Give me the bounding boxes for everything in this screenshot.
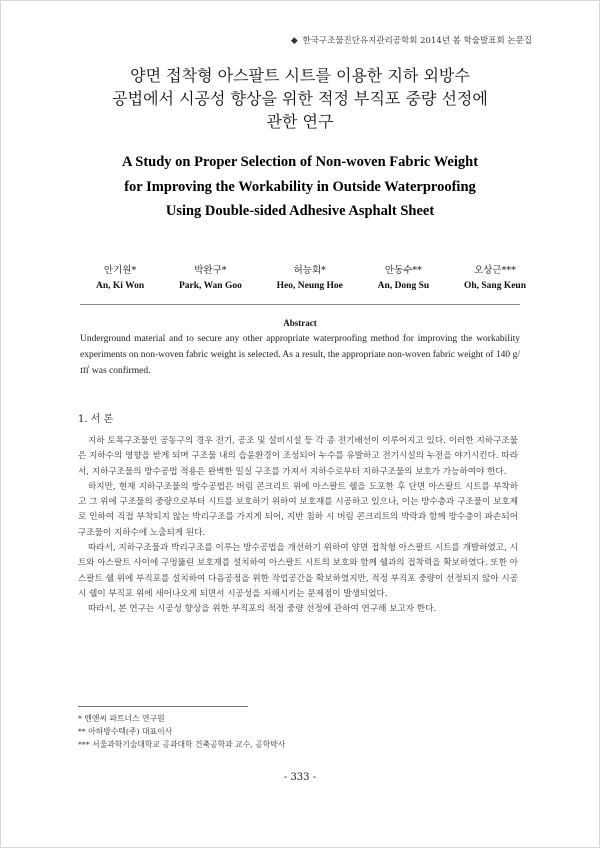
footnote: *** 서울과학기술대학교 공과대학 건축공학과 교수, 공학박사 [78,740,286,749]
english-title [60,150,540,224]
author-name-en: Oh, Sang Keun [463,281,526,291]
korean-title-line: 양면 접착형 아스팔트 시트를 이용한 지하 외방수 [130,66,470,85]
author [179,264,242,294]
author-name-en: An, Dong Su [377,281,430,291]
paragraph: 따라서, 지하구조물과 박리구조를 이루는 방수공법을 개선하기 위하여 양면 접착형 아스팔트 시트를 개발하였고, 시트와 아스팔트 사이에 구멍뚫린 보호재를 설치하여 아스팔트 시트의 보호와 함께 쉘과의 접착력을 확보하였다. 또한 아스팔트 쉘 위에 부직포를 설치하여 다음공정을 위한 작업공간을 확보하였지만, 적정 부직포 중량이 선정되지 않아 시공 시 쉘이 부직포 위에 새어나오게 되면서 시공성을 저해시키는 문제점이 발생되었다. [78,543,518,599]
page-number: - 333 - [283,772,317,783]
paragraph: 따라서, 본 연구는 시공성 향상을 위한 부직포의 적정 중량 선정에 관하여 연구해 보고자 한다. [88,604,437,615]
divider [80,304,520,305]
section-heading: 1. 서 론 [78,414,114,425]
footnotes [78,712,285,751]
abstract-heading: Abstract [283,318,317,328]
author-name-ko: 안동수** [384,265,422,276]
paragraph: 하지만, 현재 지하구조물의 방수공법은 버림 콘크리트 위에 아스팔트 쉘을 도포한 후 단면 아스팔트 시트를 부착하고 그 위에 구조물의 중량으로부터 시트를 보호하기 위하여 보호재를 시공하고 있으나, 이는 방수층과 구조물이 보호제로 인하여 직접 부착되지 않는 박리구조를 가지게 되어, 지반 침하 시 버림 콘크리트의 박락과 함께 방수층이 파손되어 구조물이 지하수에 노출되게 된다. [78,481,518,538]
english-title-line: A Study on Proper Selection of Non-woven Fabric Weight [121,154,479,170]
korean-title-line: 공법에서 시공성 향상을 위한 적정 부직포 중량 선정에 [112,89,488,108]
author-name-ko: 박완구* [194,265,227,276]
korean-title-line: 관한 연구 [266,112,334,131]
body-text [78,434,518,618]
korean-title [50,64,550,133]
author-name-ko: 오상근*** [474,265,516,276]
diamond-icon: ◆ [290,36,298,46]
footnote: ** 아하방수텍(주) 대표이사 [78,727,173,736]
footnote: * 엔앤씨 파트너스 연구원 [78,714,165,723]
paragraph: 지하 토목구조물인 공동구의 경우 전기, 공조 및 설비시설 등 각 종 전기배선이 이루어지고 있다. 이러한 지하구조물은 지하수의 영향을 받게 되며 구조물 내의 습윤환경이 조성되어 누수를 유발하고 전기시설의 누전을 야기시킨다. 따라서, 지하구조물의 방수공법 적용은 완벽한 밀실 구조를 가져서 지하수로부터 지하구조물의 보호가 가능하여야 한다. [78,436,518,477]
running-header [291,34,532,46]
author [277,264,343,294]
english-title-line: for Improving the Workability in Outside Waterproofing [124,178,476,195]
author [96,264,144,294]
abstract-text: Underground material and to secure any other appropriate waterproofing method for improving the workability experiments on non-woven fabric weight is selected. As a result, the appropriate non-woven fabric weight of 140 g/㎡ was confirmed. [80,334,520,376]
author-name-en: Park, Wan Goo [178,281,242,291]
footnote-divider [78,706,248,707]
author-name-en: An, Ki Won [96,281,145,291]
author-name-ko: 안기원* [103,265,137,276]
english-title-line: Using Double-sided Adhesive Asphalt Sheet [165,203,435,219]
author-list [96,264,526,294]
author-name-ko: 허능회* [293,265,326,276]
running-title: 한국구조물진단유지관리공학회 2014년 봄 학술발표회 논문집 [302,36,532,46]
author-name-en: Heo, Neung Hoe [276,281,343,291]
author [464,264,526,294]
author [378,264,429,294]
